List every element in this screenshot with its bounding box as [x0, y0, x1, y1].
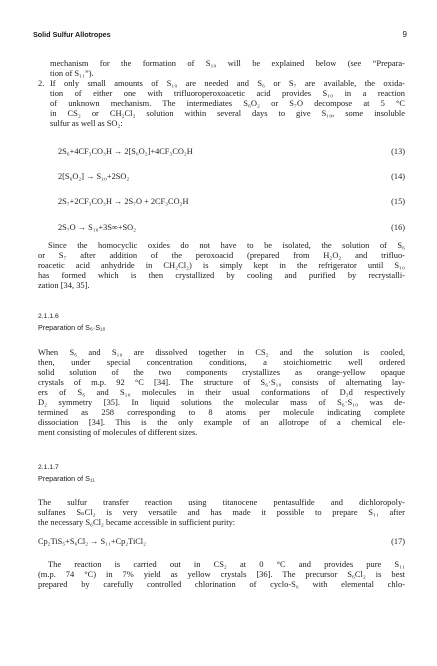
text-line: The sulfur transfer reaction using titanocene pentasulfide and dichloropoly-: [38, 497, 405, 507]
section-title: Preparation of S₁₁: [38, 474, 95, 483]
page-number: 9: [402, 30, 407, 39]
running-title: Solid Sulfur Allotropes: [33, 30, 111, 39]
paragraph-reaction-conditions: [38, 559, 405, 589]
equation-number: (14): [391, 172, 405, 181]
equation-17: [38, 537, 405, 548]
text-line: termined as 258 corresponding to 8 atoms per molecule indicating complete: [38, 407, 405, 417]
text-line: When S₆ and S₁₀ are dissolved together in CS₂ and the solution is cooled,: [38, 347, 405, 357]
equation-number: (17): [391, 537, 405, 546]
text-line: crystals of m.p. 92 °C [34]. The structure of S₆·S₁₀ consists of alternating lay-: [38, 377, 405, 387]
equation-number: (15): [391, 197, 405, 206]
list-item-2: [50, 78, 405, 128]
list-item-number: 2.: [38, 78, 45, 88]
equation-13: [58, 147, 405, 158]
equation-expression: Cp₂TiS₅+S₆Cl₂ → S₁₁+Cp₂TiCl₂: [38, 537, 146, 546]
text-line: (m.p. 74 °C) in 7% yield as yellow crystals [36]. The precursor S₆Cl₂ is best: [38, 569, 405, 579]
section-title: Preparation of S₆·S₁₀: [38, 323, 106, 332]
text-line: prepared by carefully controlled chlorination of cyclo-S₆ with elemental chlo-: [38, 579, 405, 589]
equation-expression: 2S₇+2CF₃CO₃H → 2S₇O + 2CF₃CO₂H: [58, 197, 189, 206]
equation-15: [58, 197, 405, 208]
continued-paragraph: [50, 58, 405, 78]
section-number: 2.1.1.7: [38, 464, 59, 471]
equation-number: (16): [391, 223, 405, 232]
text-line: of unknown mechanism. The intermediates S₆O₂ or S₇O decompose at 5 °C: [50, 98, 405, 108]
equation-14: [58, 172, 405, 183]
text-line: Since the homocyclic oxides do not have to be isolated, the solution of S₆: [48, 240, 405, 250]
text-line: The reaction is carried out in CS₂ at 0 °C and provides pure S₁₁: [48, 559, 405, 569]
text-line: zation [34, 35].: [38, 280, 90, 290]
text-line: roacetic acid anhydride in CH₂Cl₂) is simply kept in the refrigerator until S₁₀: [38, 260, 405, 270]
equation-number: (13): [391, 147, 405, 156]
section-number: 2.1.1.6: [38, 313, 59, 320]
text-line: solid solution of the two components crystallizes as orange-yellow opaque: [38, 367, 405, 377]
equation-expression: 2[S₆O₂] → S₁₀+2SO₂: [58, 172, 130, 181]
text-line: mechanism for the formation of S₁₀ will be explained below (see “Prepara-: [50, 58, 405, 68]
text-line: sulfanes SₙCl₂ is very versatile and has made it possible to prepare S₁₁ after: [38, 507, 405, 517]
text-line: in CS₂ or CH₂Cl₂ solution within several days to give S₁₀, some insoluble: [50, 108, 405, 118]
text-line: the necessary S₆Cl₂ became accessible in sufficient purity:: [38, 517, 236, 527]
text-line: ers of S₆ and S₁₀ molecules in their usual conformations of D₃d respectively: [38, 387, 405, 397]
running-header: [33, 30, 407, 42]
text-line: tion of S₁₁”).: [50, 68, 94, 78]
text-line: ment consisting of molecules of different sizes.: [38, 427, 198, 437]
equation-16: [58, 223, 405, 234]
paragraph-s11: [38, 497, 405, 527]
equation-expression: 2S₆+4CF₃CO₃H → 2[S₆O₂]+4CF₃CO₂H: [58, 147, 193, 156]
text-line: sulfur as well as SO₂:: [50, 118, 123, 128]
text-line: D₂ symmetry [35]. In liquid solutions the molecular mass of S₆·S₁₀ was de-: [38, 397, 405, 407]
text-line: If only small amounts of S₁₀ are needed and S₆ or S₇ are available, the oxida-: [50, 78, 405, 88]
text-line: then, under special concentration conditions, a stoichiometric well ordered: [38, 357, 405, 367]
paragraph-homocyclic-oxides: [38, 240, 405, 290]
text-line: dissociation [34]. This is the only example of an allotrope of a chemical ele-: [38, 417, 405, 427]
equation-expression: 2S₇O → S₁₀+3S∞+SO₂: [58, 223, 137, 232]
text-line: has formed which is then crystallized by cooling and purified by recrystalli-: [38, 270, 405, 280]
text-line: or S₇ after addition of the peroxoacid (prepared from H₂O₂ and trifluo-: [38, 250, 405, 260]
text-line: tion of either one with trifluoroperoxoacetic acid provides S₁₀ in a reaction: [50, 88, 405, 98]
paragraph-s6-s10: [38, 347, 405, 437]
